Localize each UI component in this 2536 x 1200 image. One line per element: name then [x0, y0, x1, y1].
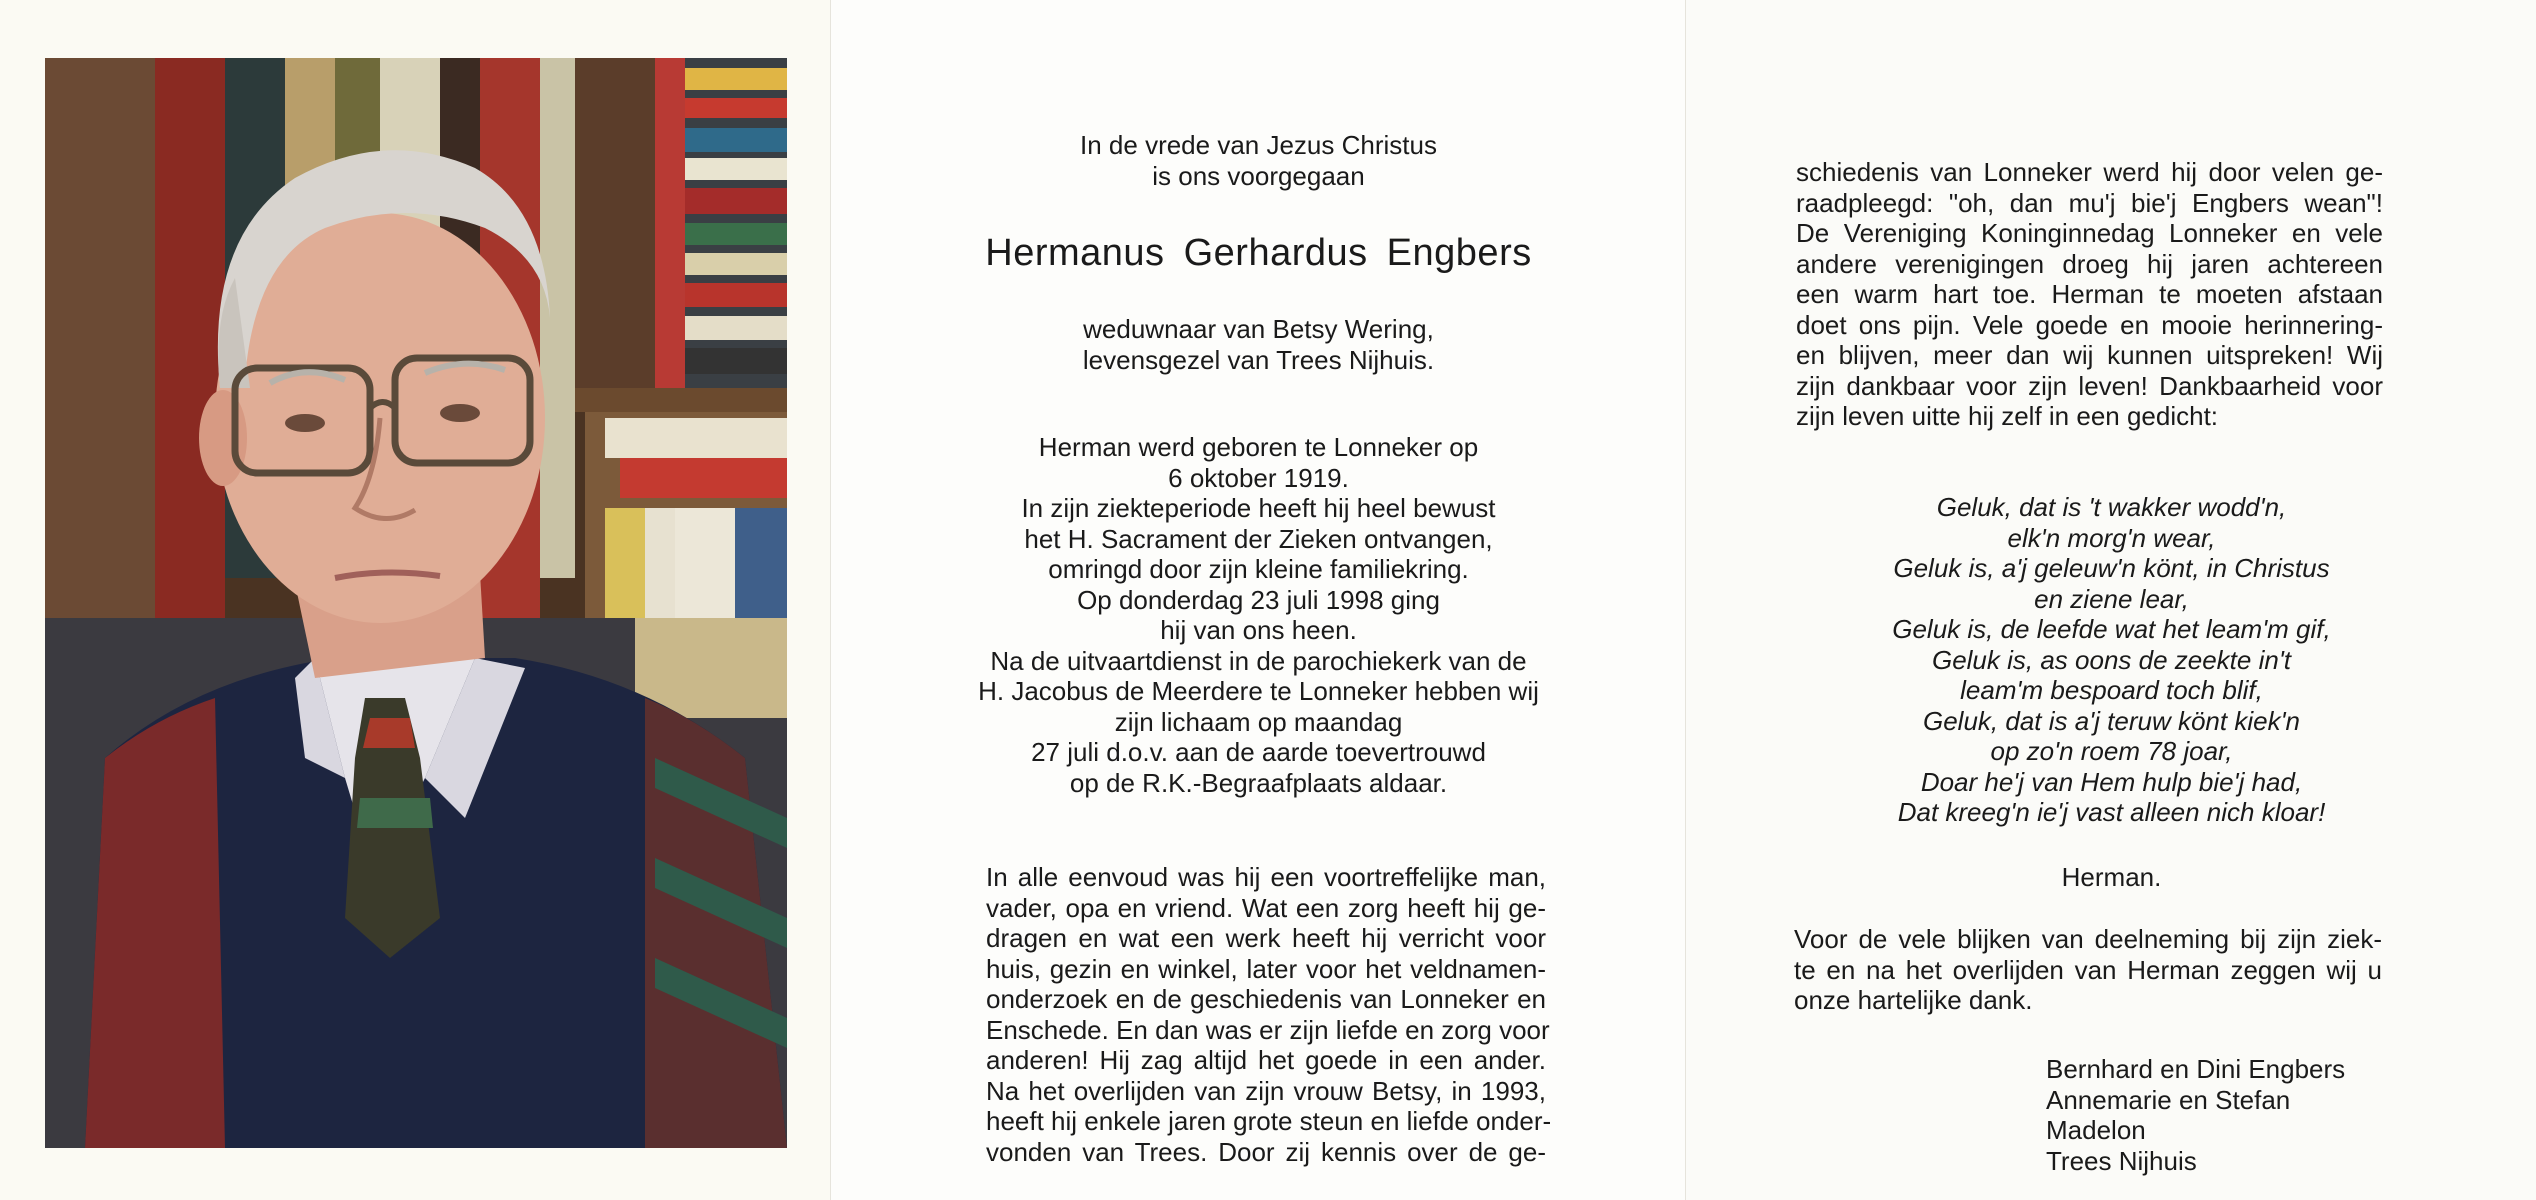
bio-line: Na de uitvaartdienst in de parochiekerk van de — [990, 645, 1527, 676]
poem-line: elk'n morg'n wear, — [2007, 522, 2216, 553]
deceased-name: Hermanus Gerhardus Engbers — [985, 232, 1532, 274]
intro-line-1: In de vrede van Jezus Christus — [1080, 130, 1437, 160]
bio-line: 6 oktober 1919. — [1168, 462, 1349, 493]
tribute-line: heeft hij enkele jaren grote steun en liefde onder- — [986, 1106, 1552, 1136]
continued-line: doet ons pijn. Vele goede en mooie herinnering- — [1796, 309, 2383, 340]
tribute-line: onderzoek en de geschiedenis van Lonneker en — [986, 984, 1546, 1014]
intro — [831, 130, 1686, 191]
thanks-line: onze hartelijke dank. — [1794, 985, 2033, 1015]
intro-line-2: is ons voorgegaan — [1152, 160, 1365, 191]
thanks-line: te en na het overlijden van Herman zeggen wij u — [1794, 954, 2382, 985]
bio-line: zijn lichaam op maandag — [1114, 706, 1403, 737]
continued-line: raadpleegd: "oh, dan mu'j bie'j Engbers wean"! — [1796, 187, 2383, 218]
family-member: Annemarie en Stefan — [2046, 1084, 2291, 1115]
thanks — [1794, 924, 2382, 1016]
poem-line: Geluk is, as oons de zeekte in't — [1931, 644, 2292, 675]
photo-panel — [0, 0, 830, 1200]
bio-line: Herman werd geboren te Lonneker op — [1038, 432, 1479, 462]
tribute-line: vader, opa en vriend. Wat een zorg heeft hij ge- — [986, 892, 1546, 923]
portrait-photo — [45, 58, 787, 1148]
poem-line: Geluk is, a'j geleuw'n könt, in Christus — [1893, 553, 2330, 583]
bio-line: hij van ons heen. — [1160, 615, 1357, 645]
family-signatures — [2046, 1054, 2446, 1176]
bio-line: 27 juli d.o.v. aan de aarde toevertrouwd — [1031, 737, 1486, 767]
tribute-line: Na het overlijden van zijn vrouw Betsy, in 1993, — [986, 1075, 1546, 1106]
continued-line: een warm hart toe. Herman te moeten afstaan — [1796, 279, 2383, 309]
continued-line: zijn leven uitte hij zelf in een gedicht: — [1796, 401, 2219, 431]
relation-line-2: levensgezel van Trees Nijhuis. — [1082, 344, 1435, 375]
relation-line-1: weduwnaar van Betsy Wering, — [1083, 314, 1434, 344]
tribute — [986, 862, 1552, 1167]
bio-line: op de R.K.-Begraafplaats aldaar. — [1069, 767, 1448, 798]
continued-line: en blijven, meer dan wij kunnen uitspreken! Wij — [1796, 340, 2383, 370]
bio-line: H. Jacobus de Meerdere te Lonneker hebben wij — [978, 676, 1539, 706]
tribute-line: In alle eenvoud was hij een voortreffelijke man, — [986, 862, 1546, 892]
family-member: Madelon — [2046, 1115, 2146, 1145]
family-member: Bernhard en Dini Engbers — [2046, 1054, 2346, 1084]
bio-line: In zijn ziekteperiode heeft hij heel bewust — [1021, 493, 1496, 523]
continued-line: schiedenis van Lonneker werd hij door velen ge- — [1796, 157, 2383, 187]
poem-line: Geluk, dat is 't wakker wodd'n, — [1936, 492, 2287, 522]
poem-line: op zo'n roem 78 joar, — [1990, 736, 2233, 766]
poem-line: leam'm bespoard toch blif, — [1960, 675, 2263, 705]
continued-line: andere verenigingen droeg hij jaren achtereen — [1796, 248, 2383, 279]
poem-signature: Herman. — [2061, 862, 2162, 892]
bio-line: Op donderdag 23 juli 1998 ging — [1077, 584, 1440, 615]
poem-line: Geluk, dat is a'j teruw könt kiek'n — [1923, 705, 2300, 736]
poem — [1686, 492, 2536, 828]
center-text-panel — [830, 0, 1685, 1200]
tribute-line: vonden van Trees. Door zij kennis over de ge- — [986, 1136, 1546, 1167]
poem-line: Doar he'j van Hem hulp bie'j had, — [1920, 766, 2303, 797]
tribute-line: anderen! Hij zag altijd het goede in een ander. — [986, 1045, 1546, 1075]
poem-line: en ziene lear, — [2034, 583, 2189, 614]
bio-line: het H. Sacrament der Zieken ontvangen, — [1024, 523, 1493, 554]
poem-line: Geluk is, de leefde wat het leam'm gif, — [1892, 614, 2331, 644]
family-member: Trees Nijhuis — [2046, 1145, 2197, 1176]
bio-line: omringd door zijn kleine familiekring. — [1048, 554, 1469, 584]
poem-line: Dat kreeg'n ie'j vast alleen nich kloar! — [1897, 797, 2326, 827]
relations — [831, 314, 1686, 375]
continued-line: zijn dankbaar voor zijn leven! Dankbaarheid voor — [1796, 370, 2383, 401]
continued-line: De Vereniging Koninginnedag Lonneker en vele — [1796, 218, 2383, 248]
tribute-line: Enschede. En dan was er zijn liefde en zorg voor — [986, 1014, 1550, 1045]
biography — [831, 432, 1686, 798]
tribute-continued — [1796, 157, 2383, 432]
tribute-line: huis, gezin en winkel, later voor het veldnamen- — [986, 953, 1546, 984]
tribute-line: dragen en wat een werk heeft hij verricht voor — [986, 923, 1546, 953]
right-text-panel — [1685, 0, 2536, 1200]
thanks-line: Voor de vele blijken van deelneming bij zijn ziek- — [1794, 924, 2382, 954]
